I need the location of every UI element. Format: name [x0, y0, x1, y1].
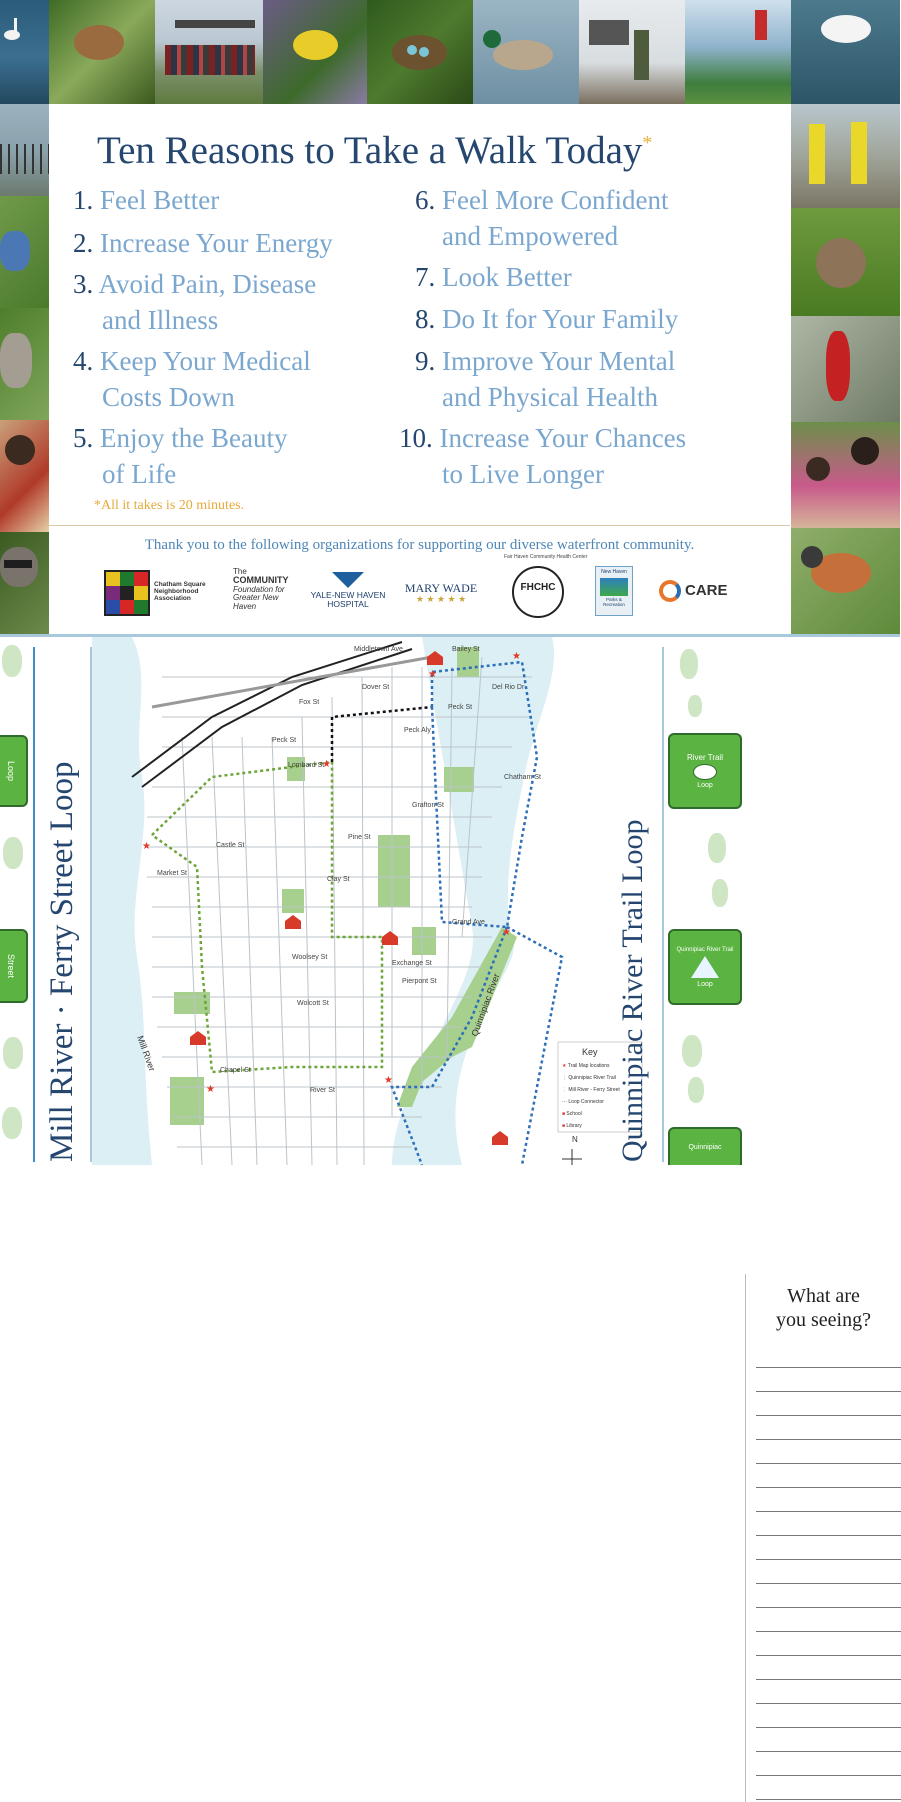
- left-title-rule: [33, 647, 35, 1162]
- street-label: Dover St: [362, 684, 390, 691]
- svg-text:⋮ Mill River - Ferry Street: ⋮ Mill River - Ferry Street: [562, 1087, 620, 1093]
- river-label: Quinnipiac River: [469, 972, 502, 1038]
- svg-text:★: ★: [206, 1084, 215, 1095]
- mary-wade-logo: MARY WADE ★ ★ ★ ★ ★: [404, 581, 478, 604]
- thanks-text: Thank you to the following organizations for supporting our diverse waterfront community.: [144, 537, 695, 553]
- svg-text:■ School: ■ School: [562, 1111, 582, 1117]
- footprint-icon: [682, 1035, 702, 1067]
- photo-walkers: [791, 104, 900, 208]
- notes-sidebar: [745, 1274, 900, 1802]
- photo-rabbit: [791, 208, 900, 316]
- street-map: [92, 637, 662, 1165]
- street-label: Grafton St: [412, 802, 444, 809]
- trail-badge-left-mid: Street: [0, 929, 28, 1003]
- photo-child-painting: [0, 420, 49, 532]
- photo-oyster-basket: [579, 0, 685, 104]
- reason-8: 8. Do It for Your Family: [415, 304, 679, 334]
- reason-1: 1. Feel Better: [73, 185, 220, 215]
- street-label: Pierpont St: [402, 978, 437, 985]
- reason-4: 4. Keep Your Medical: [73, 346, 311, 376]
- street-label: Wolcott St: [297, 1000, 329, 1007]
- svg-text:★: ★: [322, 759, 331, 770]
- photo-bridge-walkers: [155, 0, 263, 104]
- photo-nest: [367, 0, 473, 104]
- svg-text:⋮ Quinnipiac River Trail: ⋮ Quinnipiac River Trail: [562, 1075, 616, 1081]
- leaf-triangle-icon: [691, 956, 719, 978]
- park: [444, 767, 474, 792]
- street-label: Middletown Ave: [354, 646, 403, 653]
- yale-new-haven-logo: YALE-NEW HAVEN HOSPITAL: [307, 572, 389, 614]
- reason-4-cont: Costs Down: [102, 382, 235, 412]
- street-label: Grand Ave: [452, 919, 485, 926]
- right-loop-title: Quinnipiac River Trail Loop: [616, 819, 649, 1162]
- left-trail-strip: [0, 637, 28, 1165]
- footprint-icon: [3, 837, 23, 869]
- street-label: River St: [310, 1087, 335, 1094]
- photo-squirrel: [0, 308, 49, 420]
- reason-6-cont: and Empowered: [442, 221, 619, 251]
- svg-text:■ Library: ■ Library: [562, 1123, 582, 1129]
- notes-lines[interactable]: [756, 1344, 901, 1800]
- footprint-icon: [2, 645, 22, 677]
- park: [378, 835, 410, 907]
- svg-text:★: ★: [428, 669, 437, 680]
- street-label: Clay St: [327, 876, 350, 883]
- card-title: Ten Reasons to Take a Walk Today*: [97, 129, 653, 172]
- footprint-icon: [2, 1107, 22, 1139]
- trail-badge-quinnipiac-bottom: Quinnipiac: [668, 1127, 742, 1165]
- photo-mallard: [473, 0, 579, 104]
- street-label: Chatham St: [504, 774, 541, 781]
- park: [412, 927, 436, 955]
- reason-5: 5. Enjoy the Beauty: [73, 423, 288, 453]
- park: [282, 889, 304, 913]
- street-label: Woolsey St: [292, 954, 328, 961]
- reason-2: 2. Increase Your Energy: [73, 228, 333, 258]
- street-label: Market St: [157, 870, 187, 877]
- reason-9: 9. Improve Your Mental: [415, 346, 676, 376]
- left-loop-title: Mill River · Ferry Street Loop: [44, 761, 80, 1162]
- photo-family-gardening: [791, 422, 900, 528]
- svg-text:★: ★: [384, 1075, 393, 1086]
- card-divider: [49, 525, 790, 526]
- photo-waterfront-rail: [0, 104, 49, 196]
- svg-text:★: ★: [142, 841, 151, 852]
- right-trail-strip: [666, 637, 744, 1165]
- footnote: *All it takes is 20 minutes.: [94, 498, 245, 513]
- river-label: Mill River: [135, 1034, 158, 1073]
- reason-10-cont: to Live Longer: [442, 459, 604, 489]
- street-label: Peck St: [448, 704, 473, 711]
- reason-10: 10. Increase Your Chances: [399, 423, 687, 453]
- svg-text:N: N: [572, 1135, 578, 1144]
- footprint-icon: [712, 879, 728, 907]
- street-label: Castle St: [216, 842, 245, 849]
- svg-text:★ Trail Map locations: ★ Trail Map locations: [562, 1063, 610, 1069]
- new-haven-parks-logo: New Haven Parks & Recreation: [595, 566, 633, 616]
- street-label: Del Rio Dr: [492, 684, 525, 691]
- leaf-icon: [693, 764, 717, 780]
- svg-text:⋯ Loop Connector: ⋯ Loop Connector: [562, 1099, 604, 1105]
- parks-wave-icon: [600, 578, 628, 596]
- street-label: Exchange St: [392, 960, 432, 967]
- reason-9-cont: and Physical Health: [442, 382, 658, 412]
- reason-3-cont: and Illness: [102, 305, 219, 335]
- reason-3: 3. Avoid Pain, Disease: [73, 269, 317, 299]
- trail-badge-left-top: Loop: [0, 735, 28, 807]
- chatham-square-quilt-icon: [104, 570, 150, 616]
- street-label: Lombard St: [288, 762, 325, 769]
- park: [287, 757, 305, 781]
- footprint-icon: [688, 695, 702, 717]
- street-label: Peck St: [272, 737, 297, 744]
- street-label: Peck Aly: [404, 727, 431, 734]
- fair-haven-chc-logo: FHCHC Fair Haven Community Health Center: [512, 566, 564, 618]
- street-label: Fox St: [299, 699, 320, 706]
- svg-text:Key: Key: [582, 1047, 598, 1057]
- chatham-square-logo: Chatham Square Neighborhood Association: [104, 570, 214, 618]
- notes-heading: What are you seeing?: [776, 1285, 871, 1331]
- map-right-rule: [662, 647, 664, 1162]
- photo-runner: [685, 0, 791, 104]
- trail-badge-quinnipiac: Quinnipiac River Trail Loop: [668, 929, 742, 1005]
- photo-goldfinch: [263, 0, 367, 104]
- photo-cardinal: [791, 316, 900, 422]
- photo-bluejay: [0, 196, 49, 308]
- trail-badge-river-trail: River Trail Loop: [668, 733, 742, 809]
- care-logo: CARE: [659, 578, 739, 608]
- reason-7: 7. Look Better: [415, 262, 572, 292]
- street-label: Pine St: [348, 834, 371, 841]
- ynhh-chevron-icon: [332, 572, 364, 588]
- photo-robin: [791, 528, 900, 634]
- photo-chipmunk: [49, 0, 155, 104]
- photo-swan: [0, 0, 49, 104]
- reasons-card: [49, 104, 790, 634]
- footprint-icon: [680, 649, 698, 679]
- care-ring-icon: [659, 580, 681, 602]
- footprint-icon: [708, 833, 726, 863]
- photo-raccoon: [0, 532, 49, 634]
- svg-text:★: ★: [502, 927, 511, 938]
- reason-5-cont: of Life: [102, 459, 177, 489]
- footprint-icon: [3, 1037, 23, 1069]
- community-foundation-logo: The COMMUNITY Foundation for Greater New Haven: [233, 567, 289, 611]
- trail-map-section: [0, 637, 900, 1331]
- street-label: Chapel St: [220, 1067, 251, 1074]
- reason-6: 6. Feel More Confident: [415, 185, 669, 215]
- svg-text:★: ★: [512, 651, 521, 662]
- photo-egret: [791, 0, 900, 104]
- street-label: Bailey St: [452, 646, 480, 653]
- footprint-icon: [688, 1077, 704, 1103]
